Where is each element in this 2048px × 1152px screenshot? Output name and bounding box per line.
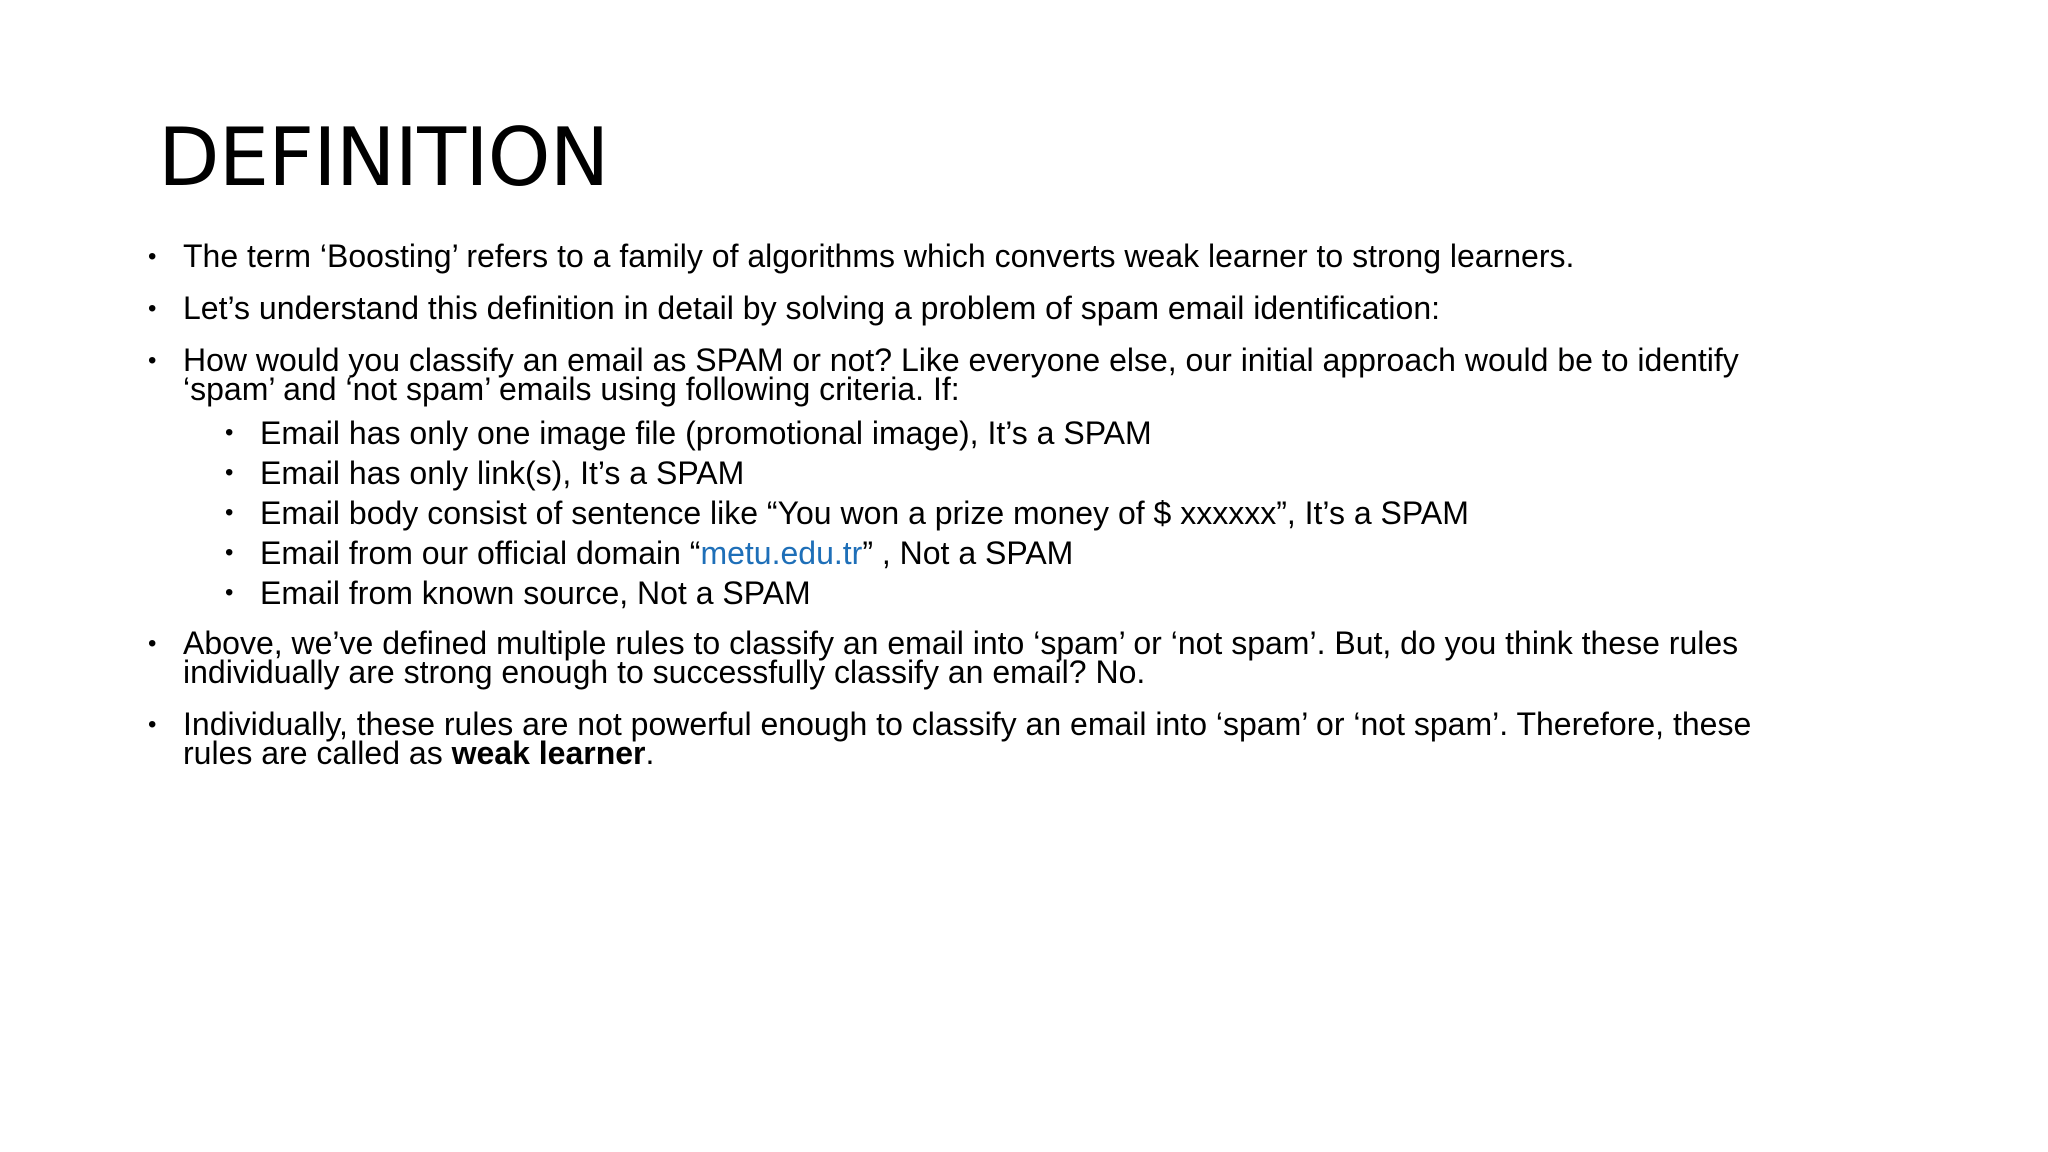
criteria-text-prefix: Email from our official domain “: [260, 535, 701, 571]
bullet-text-line2-prefix: rules are called as: [183, 735, 452, 771]
bullet-text-line1: Above, we’ve defined multiple rules to classify an email into ‘spam’ or ‘not spam’. But, do you think these rules: [183, 625, 1739, 661]
criteria-text: Email has only one image file (promotional image), It’s a SPAM: [260, 415, 1152, 451]
criteria-item-domain: [183, 533, 1888, 573]
bullet-multiple-rules: [148, 625, 1888, 690]
bullet-boosting-term: [148, 238, 1888, 274]
bullet-text-line1: Individually, these rules are not powerful enough to classify an email into ‘spam’ or ‘not spam’. Therefore, these: [183, 706, 1752, 742]
bullet-text-line2-suffix: .: [645, 735, 655, 771]
bullet-classify-email: [148, 342, 1888, 613]
criteria-list: [183, 413, 1888, 613]
criteria-item-image: [183, 413, 1888, 453]
criteria-text: Email has only link(s), It’s a SPAM: [260, 455, 745, 491]
bullet-understand-definition: [148, 290, 1888, 326]
bullet-text: Let’s understand this definition in detail by solving a problem of spam email identification:: [183, 290, 1441, 326]
bullet-text-line1: How would you classify an email as SPAM or not? Like everyone else, our initial approach would be to identify: [183, 342, 1739, 378]
bullet-text-line2: individually are strong enough to successfully classify an email? No.: [183, 654, 1146, 690]
bullet-list: [148, 238, 1888, 791]
criteria-text: Email body consist of sentence like “You won a prize money of $ xxxxxx”, It’s a SPAM: [260, 495, 1469, 531]
bullet-text: The term ‘Boosting’ refers to a family of algorithms which converts weak learner to strong learners.: [183, 238, 1575, 274]
weak-learner-term: weak learner: [451, 735, 646, 771]
criteria-item-known-source: [183, 573, 1888, 613]
criteria-item-links: [183, 453, 1888, 493]
bullet-weak-learner: [148, 706, 1888, 771]
criteria-item-prize: [183, 493, 1888, 533]
criteria-text: Email from known source, Not a SPAM: [260, 575, 811, 611]
bullet-text-line2: ‘spam’ and ‘not spam’ emails using following criteria. If:: [183, 371, 960, 407]
criteria-text-suffix: ” , Not a SPAM: [862, 535, 1074, 571]
domain-link[interactable]: metu.edu.tr: [700, 535, 863, 571]
slide-title: DEFINITION: [158, 111, 609, 204]
